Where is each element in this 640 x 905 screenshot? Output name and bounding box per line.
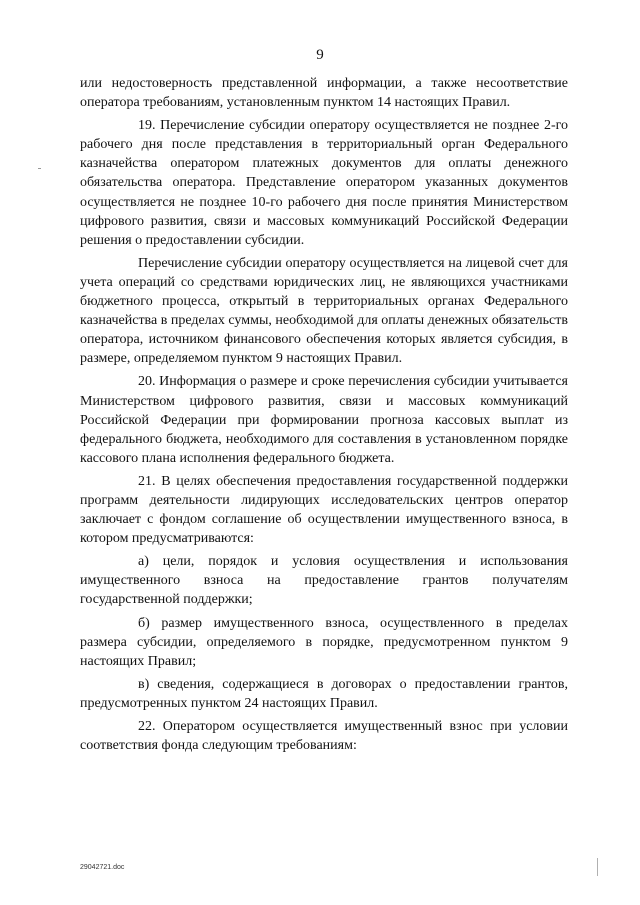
scan-artifact-left: [38, 168, 41, 169]
document-body: [80, 74, 568, 759]
paragraph-continuation: или недостоверность представленной информации, а также несоответствие оператора требованиям, установленным пунктом 14 настоящих Правил.: [80, 76, 568, 111]
paragraph-item-19-transfer: Перечисление субсидии оператору осуществляется на лицевой счет для учета операций со средствами юридических лиц, не являющихся участниками бюджетного процесса, открытый в территориальных органах Федерального казначейства в пределах суммы, необходимой для оплаты денежных обязательств оператора, источником финансового обеспечения которых является субсидия, в размере, определяемом пунктом 9 настоящих Правил.: [80, 255, 568, 367]
paragraph-item-20: 20. Информация о размере и сроке перечисления субсидии учитывается Министерством цифрового развития, связи и массовых коммуникаций Российской Федерации при формировании прогноза кассовых выплат из федерального бюджета, необходимого для составления в установленном порядке кассового плана исполнения федерального бюджета.: [80, 374, 568, 466]
paragraph-item-19: 19. Перечисление субсидии оператору осуществляется не позднее 2-го рабочего дня после представления в территориальный орган Федерального казначейства оператором платежных документов для оплаты денежного обязательства оператора. Представление оператором указанных документов осуществляется не позднее 10-го рабочего дня после принятия Министерством цифрового развития, связи и массовых коммуникаций Российской Федерации решения о предоставлении субсидии.: [80, 118, 568, 248]
paragraph-item-21-b: б) размер имущественного взноса, осуществленного в пределах размера субсидии, определяемого в порядке, предусмотренном пунктом 9 настоящих Правил;: [80, 615, 568, 669]
paragraph-item-22: 22. Оператором осуществляется имущественный взнос при условии соответствия фонда следующим требованиям:: [80, 719, 568, 754]
footer-filename: 29042721.doc: [80, 864, 125, 871]
paragraph-item-21-c: в) сведения, содержащиеся в договорах о предоставлении грантов, предусмотренных пунктом 24 настоящих Правил.: [80, 676, 568, 711]
scan-artifact-bottom-right: [597, 858, 598, 876]
paragraph-item-21: 21. В целях обеспечения предоставления государственной поддержки программ деятельности лидирующих исследовательских центров оператор заключает с фондом соглашение об осуществлении имущественного взноса, в котором предусматриваются:: [80, 473, 568, 547]
paragraph-item-21-a: а) цели, порядок и условия осуществления и использования имущественного взноса на предоставление грантов получателям государственной поддержки;: [80, 554, 568, 608]
page-number: 9: [316, 47, 324, 63]
